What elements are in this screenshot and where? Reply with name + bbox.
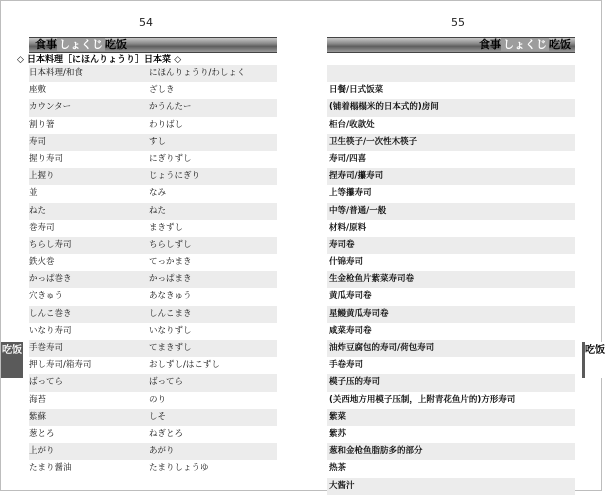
table-row [327,426,575,443]
table-row [29,185,277,202]
table-row [327,409,575,426]
term-japanese: 巻寿司 [29,222,55,233]
term-reading: あがり [149,446,175,457]
page-number-left: 54 [139,16,153,29]
term-reading: ねぎとろ [149,428,184,439]
table-row [327,392,575,409]
term-japanese: 穴きゅう [29,291,64,302]
term-reading: てっかまき [149,257,192,268]
table-row [327,99,575,116]
term-chinese: 咸菜寿司卷 [329,325,372,336]
term-reading: てまきずし [149,343,192,353]
term-chinese: 油炸豆腐包的寿司/荷包寿司 [329,343,435,353]
table-row [29,151,277,168]
term-reading: にほんりょうり/わしょく [149,68,246,78]
table-row [327,82,575,99]
term-japanese: たまり醤油 [29,463,72,474]
table-row [327,443,575,460]
term-reading: ねた [149,205,167,216]
term-chinese: (铺着榻榻米的日本式的)房间 [329,102,439,113]
table-row [327,323,575,340]
header-label-reading: しょくじ [59,38,103,51]
table-row [29,323,277,340]
table-row [29,82,277,99]
term-chinese: 紫菜 [329,411,347,422]
term-reading: あなきゅう [149,291,192,302]
term-japanese: かっぱ巻き [29,274,72,285]
term-reading: かっぱまき [149,274,192,285]
term-japanese: 握り寿司 [29,153,64,164]
term-chinese: 热茶 [329,463,347,474]
term-chinese: 日餐/日式饭菜 [329,85,384,96]
table-row [327,254,575,271]
page-number-right: 55 [451,16,465,29]
term-reading: いなりずし [149,325,192,336]
term-reading: のり [149,394,167,405]
section-header-left [35,38,127,52]
term-chinese: 什锦寿司 [329,257,364,268]
term-japanese: 割り箸 [29,119,55,130]
header-label-meal: 食事 [479,38,501,51]
term-japanese: カウンター [29,102,72,113]
table-row [29,392,277,409]
term-japanese: 葱とろ [29,428,55,439]
table-row [29,237,277,254]
term-reading: おしずし/はこずし [149,360,220,371]
term-japanese: 紫蘇 [29,411,47,422]
table-row [29,443,277,460]
term-reading: しそ [149,411,167,422]
table-row [327,288,575,305]
term-reading: まきずし [149,222,184,233]
term-japanese: 押し寿司/箱寿司 [29,360,92,371]
term-japanese: 寿司 [29,136,47,147]
table-row [29,460,277,477]
term-chinese: 材料/原料 [329,222,367,233]
term-chinese: 捏寿司/攥寿司 [329,171,384,182]
term-japanese: 並 [29,188,38,199]
section-header-right [479,38,571,52]
table-row [327,117,575,134]
table-row [327,478,575,495]
term-reading: ばってら [149,377,184,388]
term-reading: ちらしずし [149,239,192,250]
term-chinese: 上等攥寿司 [329,188,372,199]
term-chinese: 葱和金枪鱼脂肪多的部分 [329,446,423,457]
table-row [327,306,575,323]
table-row [29,134,277,151]
table-row [29,306,277,323]
term-japanese: 上握り [29,171,55,182]
term-japanese: 鉄火巻 [29,257,55,268]
table-row [327,168,575,185]
table-row [29,409,277,426]
term-chinese: 手卷寿司 [329,360,364,371]
side-tab-right: 吃饭 [582,342,605,378]
term-reading: にぎりずし [149,153,192,164]
table-row [29,99,277,116]
table-row [327,237,575,254]
table-row [29,168,277,185]
term-japanese: 日本料理/和食 [29,68,83,78]
table-row [29,65,277,82]
table-row [29,203,277,220]
term-chinese: 星鳗黄瓜寿司卷 [329,308,389,319]
term-reading: わりばし [149,119,184,130]
term-japanese: 海苔 [29,394,47,405]
header-label-chinese: 吃饭 [105,38,127,51]
table-row [327,340,575,357]
table-row [29,357,277,374]
table-row [29,426,277,443]
term-chinese: 大酱汁 [329,480,355,491]
table-row [29,254,277,271]
side-tab-left: 吃饭 [1,342,23,378]
table-row [29,117,277,134]
term-chinese: 紫苏 [329,428,347,439]
section-header-bar-right [327,37,575,53]
sub-heading-japanese-cuisine: ◇ 日本料理［にほんりょうり］日本菜 ◇ [17,55,182,65]
term-japanese: 座敷 [29,85,47,96]
term-chinese: 中等/普通/一般 [329,205,387,216]
section-header-bar-left [29,37,277,53]
table-row [29,340,277,357]
table-row [327,151,575,168]
header-label-reading: しょくじ [503,38,547,51]
table-row [327,357,575,374]
term-chinese: (关西地方用模子压制，上附青花鱼片的)方形寿司 [329,394,516,405]
term-reading: ざしき [149,85,175,96]
table-row [29,271,277,288]
header-label-meal: 食事 [35,38,57,51]
header-label-chinese: 吃饭 [549,38,571,51]
table-row [327,65,575,82]
table-row [327,460,575,477]
term-chinese: 生金枪鱼片紫菜寿司卷 [329,274,415,285]
term-reading: なみ [149,188,167,199]
term-japanese: しんこ巻き [29,308,72,319]
table-row [327,374,575,391]
term-japanese: ちらし寿司 [29,239,72,250]
table-row [327,220,575,237]
term-reading: じょうにぎり [149,171,201,182]
term-chinese: 柜台/收款处 [329,119,375,130]
term-chinese: 寿司/四喜 [329,153,367,164]
term-japanese: 手巻寿司 [29,343,64,353]
table-row [327,185,575,202]
vocabulary-table-chinese [327,65,575,495]
term-reading: すし [149,136,167,147]
term-japanese: いなり寿司 [29,325,72,336]
vocabulary-table-japanese [29,65,277,478]
term-japanese: ばってら [29,377,64,388]
table-row [29,288,277,305]
term-japanese: 上がり [29,446,55,457]
table-row [29,220,277,237]
table-row [327,203,575,220]
term-chinese: 寿司卷 [329,239,355,250]
term-japanese: ねた [29,205,47,216]
table-row [327,134,575,151]
term-reading: たまりしょうゆ [149,463,209,474]
table-row [327,271,575,288]
table-row [29,374,277,391]
term-reading: しんこまき [149,308,192,319]
term-reading: かうんたー [149,102,192,113]
term-chinese: 模子压的寿司 [329,377,381,388]
term-chinese: 卫生筷子/一次性木筷子 [329,136,418,147]
term-chinese: 黄瓜寿司卷 [329,291,372,302]
